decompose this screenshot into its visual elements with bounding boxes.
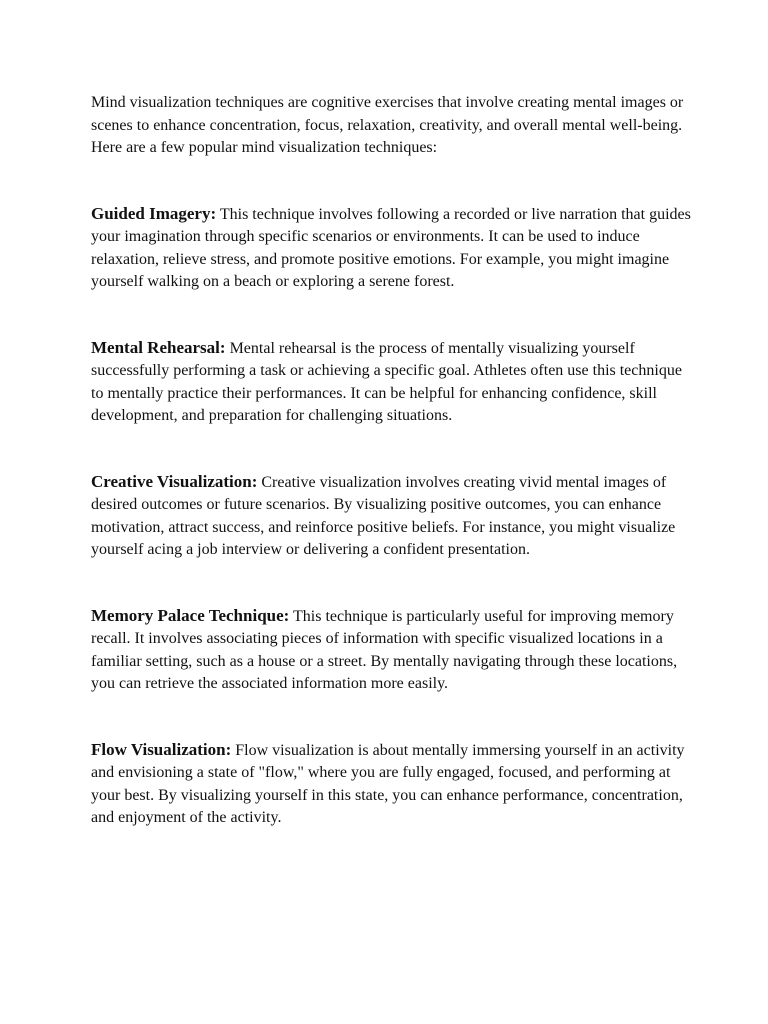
technique-mental-rehearsal (91, 337, 691, 428)
technique-guided-imagery (91, 203, 691, 294)
technique-body: Mental rehearsal is the process of mentally visualizing yourself successfully performing a task or achieving a specific goal. Athletes often use this technique to mentally practice their performances. It can be helpful for enhancing confidence, skill development, and preparation for challenging situations. (91, 339, 682, 424)
technique-heading: Creative Visualization: (91, 471, 258, 491)
technique-memory-palace (91, 605, 691, 696)
intro-paragraph: Mind visualization techniques are cognitive exercises that involve creating mental images or scenes to enhance concentration, focus, relaxation, creativity, and overall mental well-being. Here are a few popular mind visualization techniques: (91, 94, 684, 156)
document-body (91, 92, 691, 830)
technique-body: Creative visualization involves creating vivid mental images of desired outcomes or future scenarios. By visualizing positive outcomes, you can enhance motivation, attract success, and reinforce positive beliefs. For instance, you might visualize yourself acing a job interview or delivering a confident presentation. (91, 473, 676, 558)
technique-body: This technique is particularly useful for improving memory recall. It involves associating pieces of information with specific visualized locations in a familiar setting, such as a house or a street. By mentally navigating through these locations, you can retrieve the associated information more easily. (91, 607, 678, 692)
technique-heading: Flow Visualization: (91, 739, 232, 759)
technique-heading: Memory Palace Technique: (91, 605, 290, 625)
technique-heading: Mental Rehearsal: (91, 337, 226, 357)
technique-heading: Guided Imagery: (91, 203, 217, 223)
technique-body: This technique involves following a recorded or live narration that guides your imagination through specific scenarios or environments. It can be used to induce relaxation, relieve stress, and promote positive emotions. For example, you might imagine yourself walking on a beach or exploring a serene forest. (91, 205, 691, 290)
technique-body: Flow visualization is about mentally immersing yourself in an activity and envisioning a state of "flow," where you are fully engaged, focused, and performing at your best. By visualizing yourself in this state, you can enhance performance, concentration, and enjoyment of the activity. (91, 741, 685, 826)
technique-flow-visualization (91, 739, 691, 830)
technique-creative-visualization (91, 471, 691, 562)
